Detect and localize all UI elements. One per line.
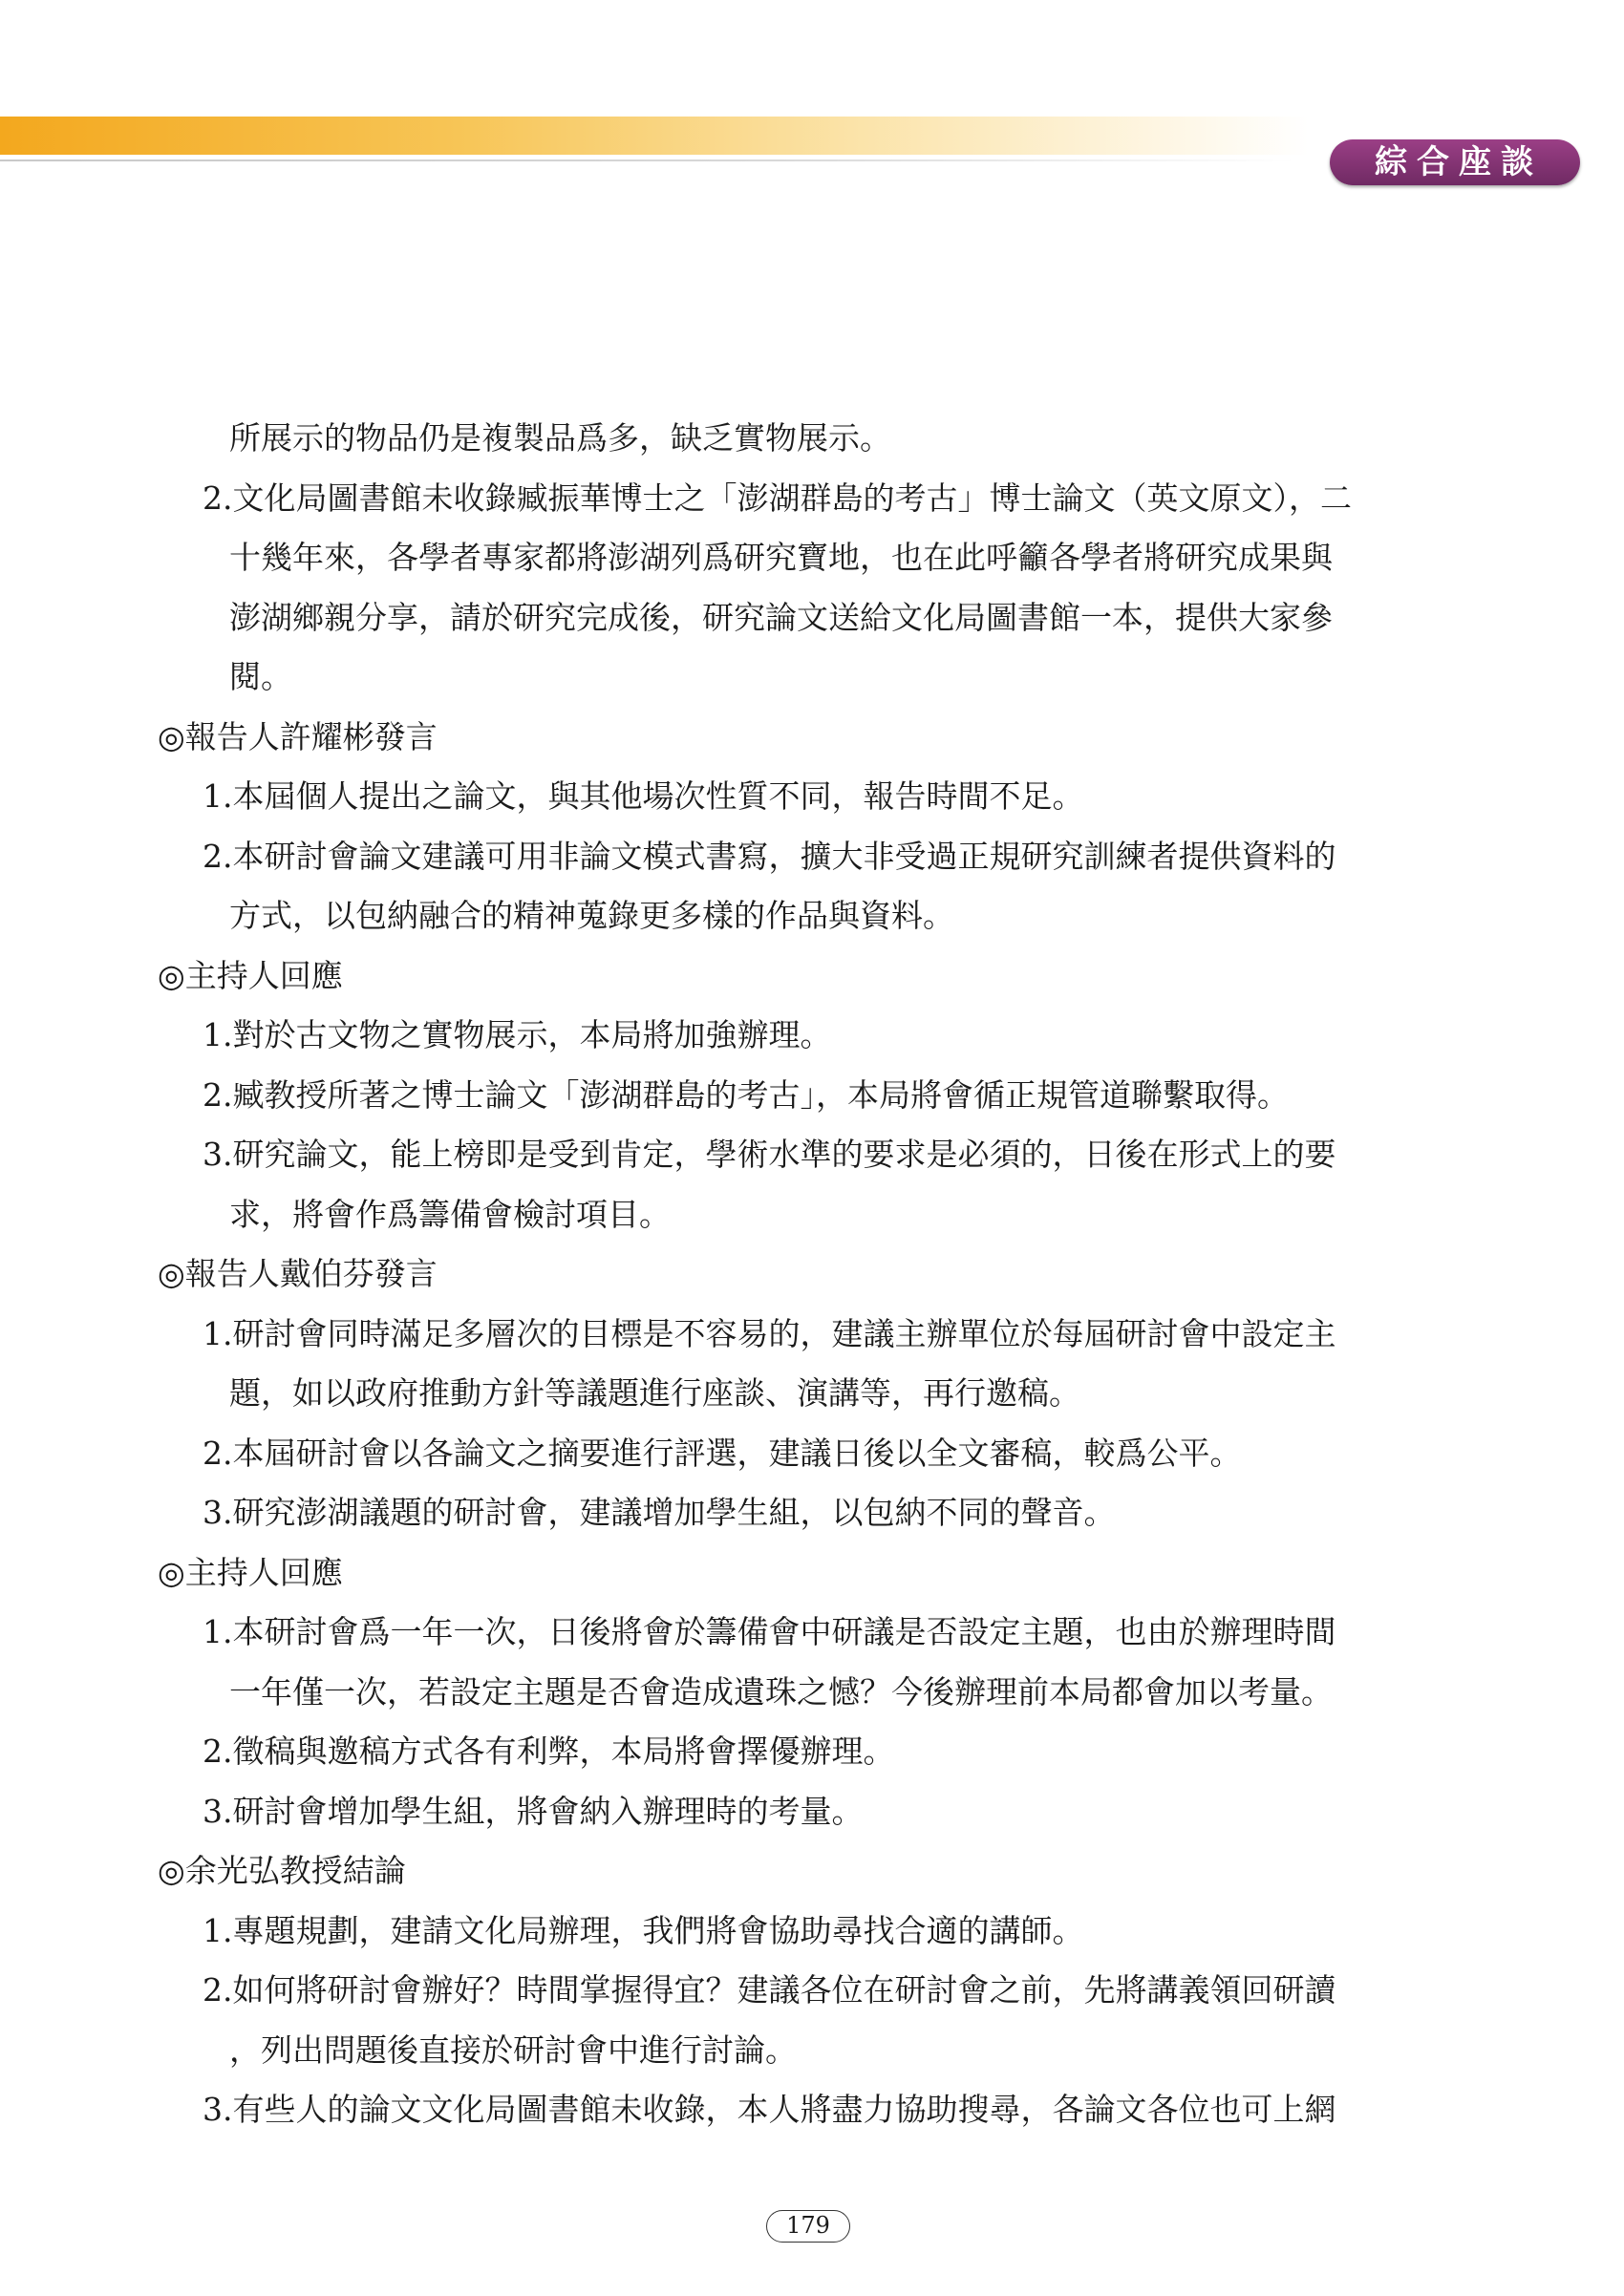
- text-line: 2.徵稿與邀稿方式各有利弊，本局將會擇優辦理。: [203, 1733, 895, 1770]
- page-number: 179: [766, 2210, 850, 2243]
- text-line: 1.本研討會爲一年一次，日後將會於籌備會中研議是否設定主題，也由於辦理時間: [203, 1613, 1336, 1650]
- section-heading: ◎主持人回應: [158, 1553, 343, 1591]
- text-line: 所展示的物品仍是複製品爲多，缺乏實物展示。: [229, 419, 891, 457]
- section-badge: 綜合座談: [1330, 139, 1580, 185]
- text-line: 1.專題規劃，建請文化局辦理，我們將會協助尋找合適的講師。: [203, 1911, 1084, 1949]
- text-line: 2.如何將研討會辦好？時間掌握得宜？建議各位在研討會之前，先將講義領回研讀: [203, 1971, 1336, 2009]
- text-line: 閱。: [229, 658, 292, 695]
- section-heading: ◎報告人戴伯芬發言: [158, 1255, 438, 1292]
- text-line: 1.研討會同時滿足多層次的目標是不容易的，建議主辦單位於每屆研討會中設定主: [203, 1314, 1336, 1352]
- text-line: 3.研究澎湖議題的研討會，建議增加學生組，以包納不同的聲音。: [203, 1494, 1116, 1531]
- text-line: 方式，以包納融合的精神蒐錄更多樣的作品與資料。: [229, 897, 954, 934]
- section-heading: ◎余光弘教授結論: [158, 1852, 406, 1889]
- text-line: 3.研究論文，能上榜即是受到肯定，學術水準的要求是必須的，日後在形式上的要: [203, 1136, 1336, 1173]
- text-line: 1.對於古文物之實物展示，本局將加強辦理。: [203, 1016, 832, 1053]
- text-line: 十幾年來，各學者專家都將澎湖列爲研究寶地，也在此呼籲各學者將研究成果與: [229, 539, 1333, 576]
- section-heading: ◎報告人許耀彬發言: [158, 717, 438, 755]
- section-heading: ◎主持人回應: [158, 956, 343, 994]
- text-line: ，列出問題後直接於研討會中進行討論。: [229, 2030, 797, 2069]
- text-line: 2.本屆研討會以各論文之摘要進行評選，建議日後以全文審稿，較爲公平。: [203, 1434, 1242, 1472]
- text-line: 2.本研討會論文建議可用非論文模式書寫，擴大非受過正規研究訓練者提供資料的: [203, 837, 1336, 875]
- body-text: [158, 409, 1485, 2140]
- text-line: 2.文化局圖書館未收錄臧振華博士之「澎湖群島的考古」博士論文（英文原文），二: [203, 478, 1352, 517]
- text-line: 題，如以政府推動方針等議題進行座談、演講等，再行邀稿。: [229, 1374, 1080, 1412]
- text-line: 澎湖鄉親分享，請於研究完成後，研究論文送給文化局圖書館一本，提供大家參: [229, 598, 1333, 636]
- text-line: 一年僅一次，若設定主題是否會造成遺珠之憾？今後辦理前本局都會加以考量。: [229, 1672, 1333, 1711]
- header-gradient-bar: [0, 117, 1309, 155]
- text-line: 1.本屆個人提出之論文，與其他場次性質不同，報告時間不足。: [203, 777, 1084, 815]
- text-line: 3.研討會增加學生組，將會納入辦理時的考量。: [203, 1792, 864, 1830]
- text-line: 求，將會作爲籌備會檢討項目。: [229, 1195, 671, 1233]
- header-rule: [0, 159, 1294, 161]
- text-line: 2.臧教授所著之博士論文「澎湖群島的考古」，本局將會循正規管道聯繫取得。: [203, 1075, 1289, 1114]
- text-line: 3.有些人的論文文化局圖書館未收錄，本人將盡力協助搜尋，各論文各位也可上網: [203, 2091, 1336, 2128]
